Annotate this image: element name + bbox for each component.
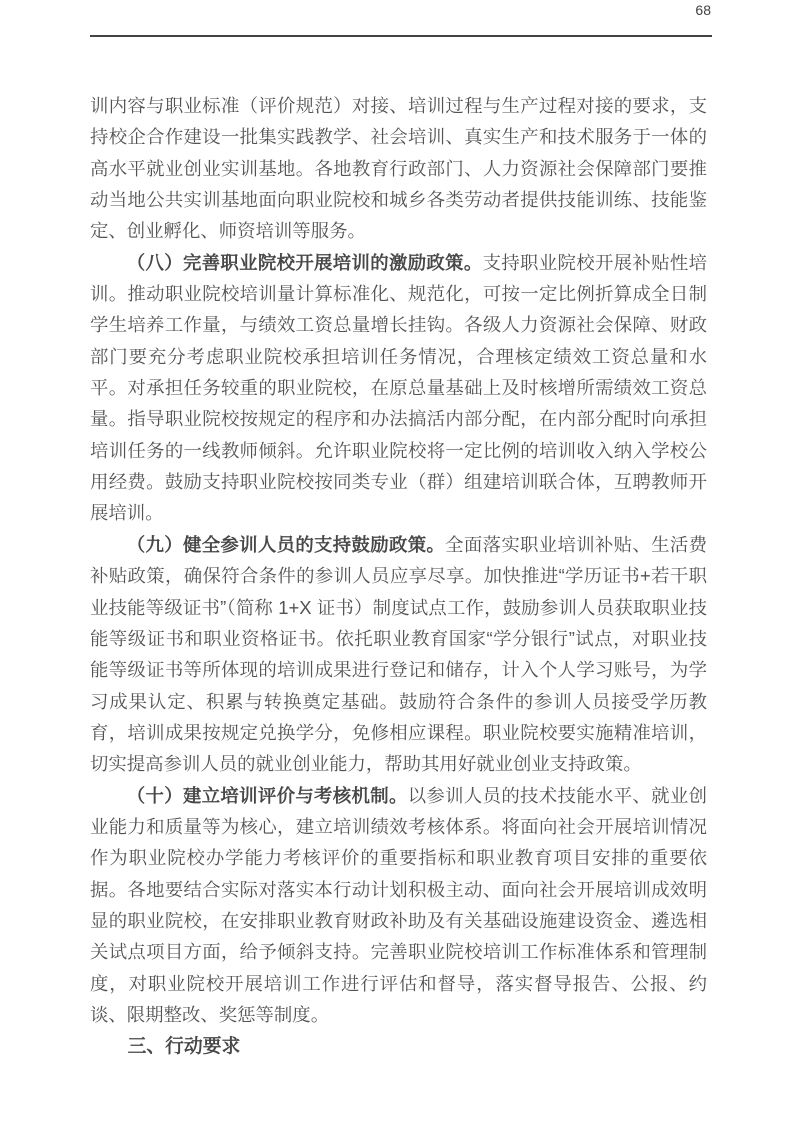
- paragraph-text: 全面落实职业培训补贴、生活费补贴政策，确保符合条件的参训人员应享尽享。加快推进“学历证书+若干职业技能等级证书”（简称 1+X 证书）制度试点工作，鼓励参训人员获取职业技能等级证书和职业资格证书。依托职业教育国家“学分银行”试点，对职业技能等级证书等所体现的培训成果进行登记和储存，计入个人学习账号，为学习成果认定、积累与转换奠定基础。鼓励符合条件的参训人员接受学历教育，培训成果按规定兑换学分，免修相应课程。职业院校要实施精准培训，切实提高参训人员的就业创业能力，帮助其用好就业创业支持政策。: [90, 533, 707, 775]
- paragraph-lead: （九）健全参训人员的支持鼓励政策。: [126, 533, 446, 555]
- paragraph-text: 以参训人员的技术技能水平、就业创业能力和质量等为核心，建立培训绩效考核体系。将面向社会开展培训情况作为职业院校办学能力考核评价的重要指标和职业教育项目安排的重要依据。各地要结合实际对落实本行动计划积极主动、面向社会开展培训成效明显的职业院校，在安排职业教育财政补助及有关基础设施建设资金、遴选相关试点项目方面，给予倾斜支持。完善职业院校培训工作标准体系和管理制度，对职业院校开展培训工作进行评估和督导，落实督导报告、公报、约谈、限期整改、奖惩等制度。: [90, 784, 707, 1025]
- paragraph-item-9: [90, 529, 707, 780]
- section-heading: 三、行动要求: [127, 1035, 241, 1057]
- paragraph-text: 训内容与职业标准（评价规范）对接、培训过程与生产过程对接的要求，支持校企合作建设一批集实践教学、社会培训、真实生产和技术服务于一体的高水平就业创业实训基地。各地教育行政部门、人力资源社会保障部门要推动当地公共实训基地面向职业院校和城乡各类劳动者提供技能训练、技能鉴定、创业孵化、师资培训等服务。: [90, 95, 707, 242]
- paragraph-item-8: [90, 247, 707, 529]
- paragraph-continuation: [90, 90, 707, 247]
- paragraph-lead: （八）完善职业院校开展培训的激励政策。: [126, 251, 483, 273]
- header-rule: [90, 35, 712, 37]
- paragraph-text: 支持职业院校开展补贴性培训。推动职业院校培训量计算标准化、规范化，可按一定比例折算成全日制学生培养工作量，与绩效工资总量增长挂钩。各级人力资源社会保障、财政部门要充分考虑职业院校承担培训任务情况，合理核定绩效工资总量和水平。对承担任务较重的职业院校，在原总量基础上及时核增所需绩效工资总量。指导职业院校按规定的程序和办法搞活内部分配，在内部分配时向承担培训任务的一线教师倾斜。允许职业院校将一定比例的培训收入纳入学校公用经费。鼓励支持职业院校按同类专业（群）组建培训联合体，互聘教师开展培训。: [90, 251, 707, 524]
- paragraph-lead: （十）建立培训评价与考核机制。: [126, 784, 408, 806]
- paragraph-item-10: [90, 780, 707, 1031]
- page-number: 68: [695, 2, 711, 18]
- document-body: [90, 90, 707, 1062]
